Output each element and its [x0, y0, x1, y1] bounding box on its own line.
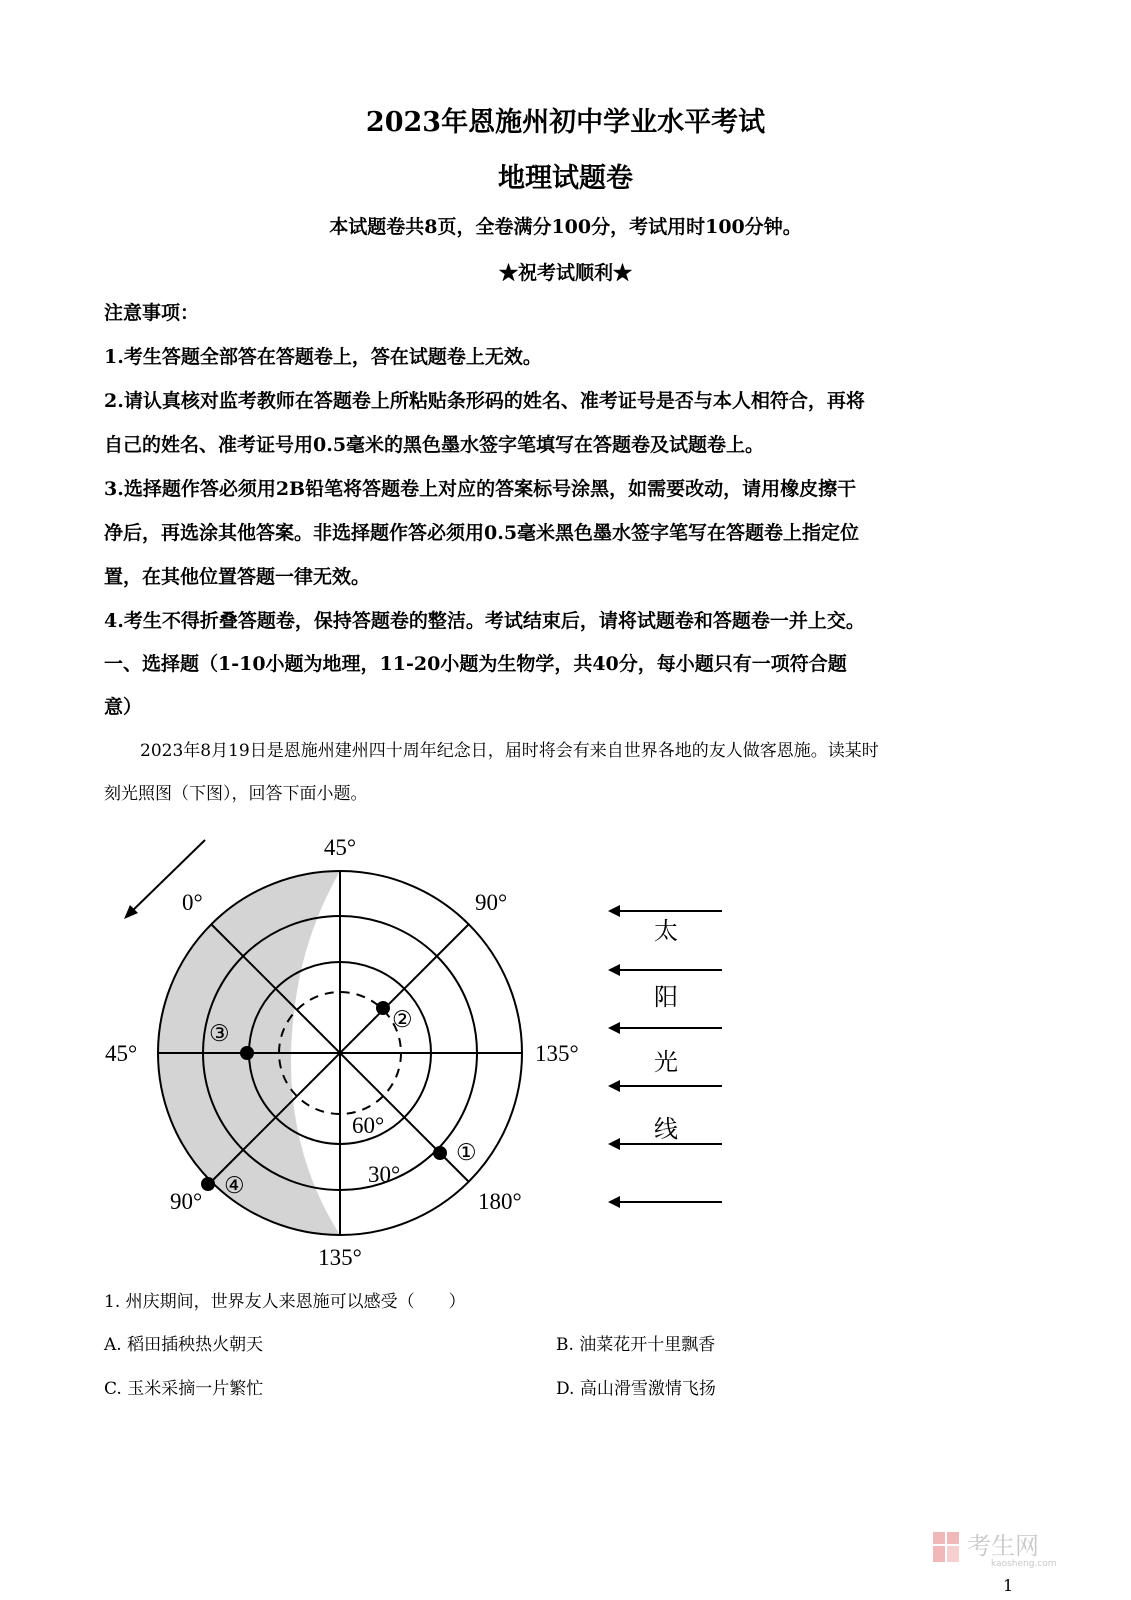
sunlight-char: 太 — [654, 917, 678, 945]
point-4-dot — [201, 1177, 215, 1191]
question-1-stem: 1. 州庆期间，世界友人来恩施可以感受（ ） — [104, 1292, 466, 1312]
point-1-label: ① — [456, 1140, 477, 1165]
page-number: 1 — [1003, 1576, 1014, 1595]
longitude-top-right-label: 90° — [475, 890, 508, 915]
illumination-map-figure — [100, 825, 750, 1280]
sunlight-char: 阳 — [654, 983, 678, 1011]
longitude-bottom-right-label: 180° — [478, 1189, 522, 1214]
notice-item: 置，在其他位置答题一律无效。 — [104, 566, 371, 588]
sunlight-char: 光 — [654, 1048, 678, 1076]
longitude-left-label: 45° — [105, 1041, 138, 1066]
section-heading-cont: 意） — [104, 696, 143, 718]
section-heading: 一、选择题（1-10小题为地理，11-20小题为生物学，共40分，每小题只有一项符合题 — [104, 653, 847, 675]
watermark-logo — [931, 1528, 1091, 1568]
latitude-outer-label: 30° — [368, 1162, 401, 1187]
polar-map — [100, 825, 750, 1280]
point-3-label: ③ — [209, 1021, 230, 1046]
option-d[interactable]: D. 高山滑雪激情飞扬 — [556, 1379, 716, 1399]
option-c[interactable]: C. 玉米采摘一片繁忙 — [104, 1379, 264, 1399]
latitude-inner-label: 60° — [352, 1113, 385, 1138]
watermark-url: kaosheng.com — [991, 1559, 1057, 1568]
exam-title: 2023年恩施州初中学业水平考试 — [365, 107, 766, 138]
logo-block-icon — [933, 1532, 945, 1544]
option-b[interactable]: B. 油菜花开十里飘香 — [556, 1335, 716, 1355]
paper-info: 本试题卷共8页，全卷满分100分，考试用时100分钟。 — [329, 216, 802, 238]
notice-item: 3.选择题作答必须用2B铅笔将答题卷上对应的答案标号涂黑，如需要改动，请用橡皮擦干 — [104, 478, 857, 500]
notice-item: 1.考生答题全部答在答题卷上，答在试题卷上无效。 — [104, 346, 542, 368]
notice-item: 自己的姓名、准考证号用0.5毫米的黑色墨水签字笔填写在答题卷及试题卷上。 — [104, 434, 765, 456]
point-2-dot — [376, 1001, 390, 1015]
point-1-dot — [433, 1146, 447, 1160]
longitude-bottom-label: 135° — [318, 1245, 362, 1270]
notice-item: 净后，再选涂其他答案。非选择题作答必须用0.5毫米黑色墨水签字笔写在答题卷上指定位 — [104, 522, 860, 544]
longitude-top-label: 45° — [323, 835, 357, 860]
watermark-text: 考生网 — [967, 1532, 1039, 1560]
passage-line: 2023年8月19日是恩施州建州四十周年纪念日，届时将会有来自世界各地的友人做客恩施。读某时 — [140, 741, 879, 761]
point-4-label: ④ — [224, 1173, 245, 1198]
paper-subject: 地理试题卷 — [498, 163, 633, 194]
longitude-bottom-left-label: 90° — [170, 1189, 203, 1214]
point-3-dot — [240, 1046, 254, 1060]
notice-item: 2.请认真核对监考教师在答题卷上所粘贴条形码的姓名、准考证号是否与本人相符合，再将 — [104, 390, 865, 412]
longitude-top-left-label: 0° — [182, 890, 203, 915]
point-2-label: ② — [392, 1007, 413, 1032]
good-luck-line: ★祝考试顺利★ — [498, 262, 632, 284]
passage-line: 刻光照图（下图），回答下面小题。 — [104, 784, 368, 804]
longitude-right-label: 135° — [535, 1041, 579, 1066]
notice-heading: 注意事项： — [104, 302, 200, 324]
option-a[interactable]: A. 稻田插秧热火朝天 — [104, 1335, 264, 1355]
sunlight-char: 线 — [654, 1115, 678, 1143]
notice-item: 4.考生不得折叠答题卷，保持答题卷的整洁。考试结束后，请将试题卷和答题卷一并上交。 — [104, 610, 865, 632]
